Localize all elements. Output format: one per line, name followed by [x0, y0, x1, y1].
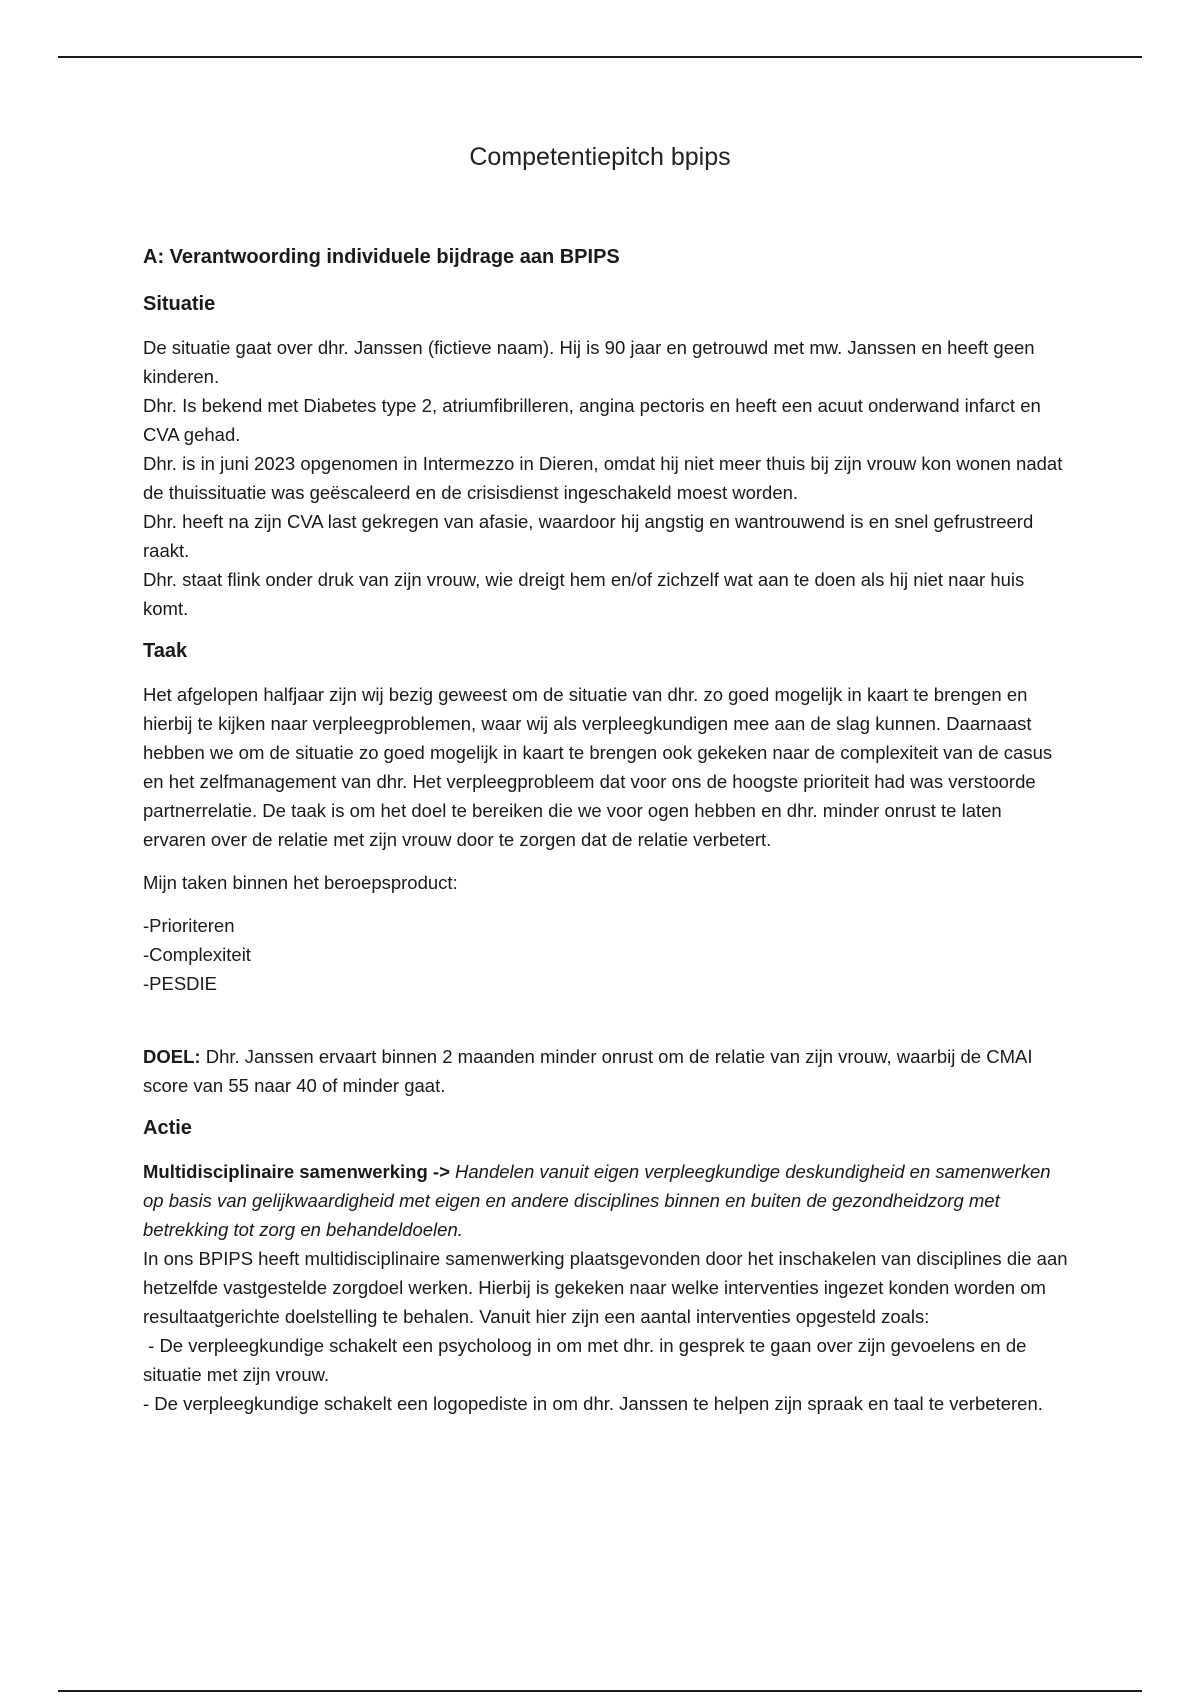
doel-text: Dhr. Janssen ervaart binnen 2 maanden minder onrust om de relatie van zijn vrouw, waarbij de CMAI score van 55 naar 40 of minder gaat. [143, 1046, 1033, 1096]
section-a-heading: A: Verantwoording individuele bijdrage aan BPIPS [143, 246, 620, 268]
situatie-line: Dhr. heeft na zijn CVA last gekregen van afasie, waardoor hij angstig en wantrouwend is en snel gefrustreerd raakt. [143, 511, 1034, 561]
situatie-line: De situatie gaat over dhr. Janssen (fictieve naam). Hij is 90 jaar en getrouwd met mw. Janssen en heeft geen kinderen. [143, 337, 1035, 387]
competency-label: Multidisciplinaire samenwerking -> [143, 1161, 450, 1182]
taak-paragraph: Het afgelopen halfjaar zijn wij bezig geweest om de situatie van dhr. zo goed mogelijk in kaart te brengen en hierbij te kijken naar verpleegproblemen, waar wij als verpleegkundigen mee aan de slag kunnen. Daarnaast hebben we om de situatie zo goed mogelijk in kaart te brengen ook gekeken naar de complexiteit van de casus en het zelfmanagement van dhr. Het verpleegprobleem dat voor ons de hoogste prioriteit had was verstoorde partnerrelatie. De taak is om het doel te bereiken die we voor ogen hebben en dhr. minder onrust te laten ervaren over de relatie met zijn vrouw door te zorgen dat de relatie verbetert. [143, 684, 1053, 850]
competency-line [143, 1157, 1068, 1244]
header-rule [58, 56, 1142, 58]
competency-description: Handelen vanuit eigen verpleegkundige deskundigheid en samenwerken op basis van gelijkwaardigheid met eigen en andere disciplines binnen en buiten de gezondheidzorg met betrekking tot zorg en behandeldoelen. [143, 1161, 1051, 1240]
situatie-paragraph [143, 333, 1068, 623]
document-body [143, 243, 1068, 1432]
situatie-line: Dhr. staat flink onder druk van zijn vrouw, wie dreigt hem en/of zichzelf wat aan te doen als hij niet naar huis komt. [143, 569, 1025, 619]
document-title: Competentiepitch bpips [469, 143, 731, 171]
situatie-line: Dhr. Is bekend met Diabetes type 2, atriumfibrilleren, angina pectoris en heeft een acuut onderwand infarct en CVA gehad. [143, 395, 1041, 445]
actie-heading: Actie [143, 1117, 192, 1139]
tasks-intro: Mijn taken binnen het beroepsproduct: [143, 872, 458, 893]
tasks-list [143, 911, 1068, 998]
intervention-item: - De verpleegkundige schakelt een logopediste in om dhr. Janssen te helpen zijn spraak en taal te verbeteren. [143, 1393, 1043, 1414]
intervention-item: - De verpleegkundige schakelt een psycholoog in om met dhr. in gesprek te gaan over zijn gevoelens en de situatie met zijn vrouw. [143, 1335, 1032, 1385]
actie-block [143, 1157, 1068, 1418]
actie-paragraph: In ons BPIPS heeft multidisciplinaire samenwerking plaatsgevonden door het inschakelen van disciplines die aan hetzelfde vastgestelde zorgdoel werken. Hierbij is gekeken naar welke interventies ingezet konden worden om resultaatgerichte doelstelling te behalen. Vanuit hier zijn een aantal interventies opgesteld zoals: [143, 1248, 1068, 1327]
task-item: -Complexiteit [143, 944, 251, 965]
footer-rule [58, 1690, 1142, 1692]
situatie-line: Dhr. is in juni 2023 opgenomen in Intermezzo in Dieren, omdat hij niet meer thuis bij zijn vrouw kon wonen nadat de thuissituatie was geëscaleerd en de crisisdienst ingeschakeld moest worden. [143, 453, 1063, 503]
situatie-heading: Situatie [143, 293, 216, 315]
doel-label: DOEL: [143, 1046, 201, 1067]
doel-paragraph [143, 1042, 1068, 1100]
task-item: -PESDIE [143, 973, 218, 994]
task-item: -Prioriteren [143, 915, 235, 936]
taak-heading: Taak [143, 640, 188, 662]
